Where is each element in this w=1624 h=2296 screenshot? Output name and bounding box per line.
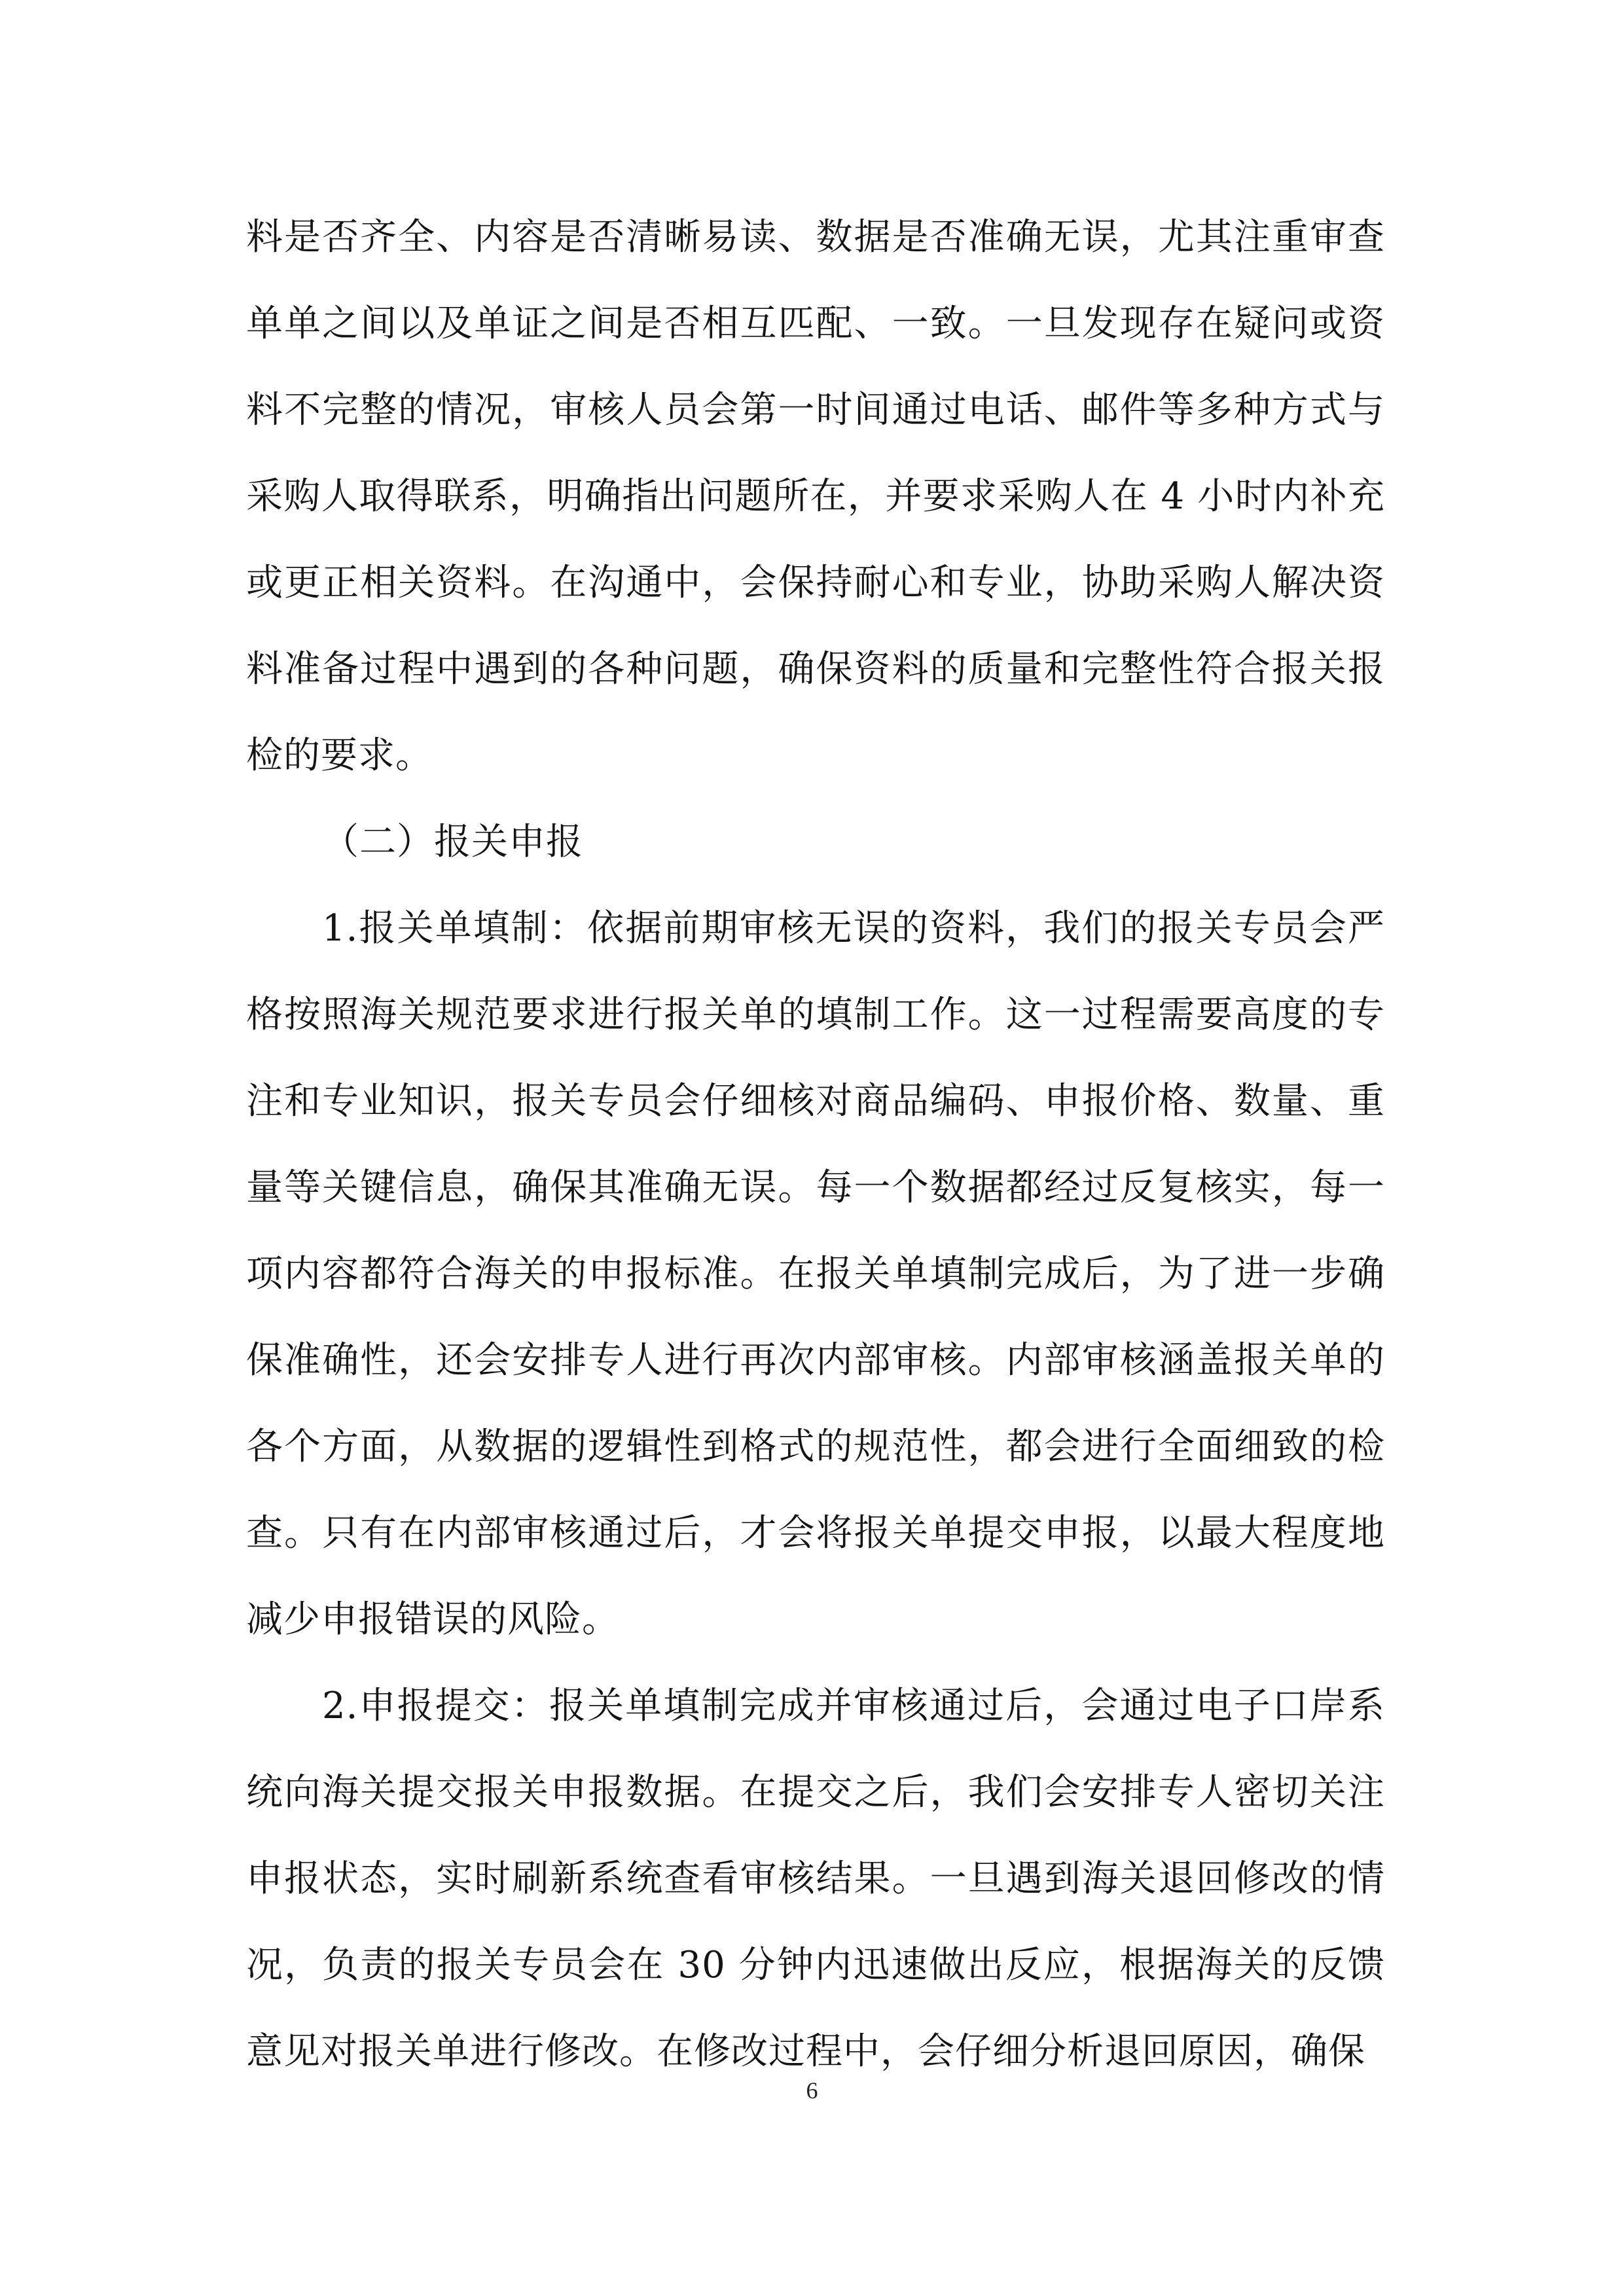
page-number: 6 (806, 2077, 818, 2104)
body-text (246, 194, 1385, 2095)
paragraph-declaration-form: 1.报关单填制：依据前期审核无误的资料，我们的报关专员会严格按照海关规范要求进行报关单的填制工作。这一过程需要高度的专注和专业知识，报关专员会仔细核对商品编码、申报价格、数量、重量等关键信息，确保其准确无误。每一个数据都经过反复核实，每一项内容都符合海关的申报标准。在报关单填制完成后，为了进一步确保准确性，还会安排专人进行再次内部审核。内部审核涵盖报关单的各个方面，从数据的逻辑性到格式的规范性，都会进行全面细致的检查。只有在内部审核通过后，才会将报关单提交申报，以最大程度地减少申报错误的风险。 (246, 907, 1385, 1641)
section-heading: （二）报关申报 (322, 821, 583, 863)
paragraph-continuation: 料是否齐全、内容是否清晰易读、数据是否准确无误，尤其注重审查单单之间以及单证之间是否相互匹配、一致。一旦发现存在疑问或资料不完整的情况，审核人员会第一时间通过电话、邮件等多种方式与采购人取得联系，明确指出问题所在，并要求采购人在 4 小时内补充或更正相关资料。在沟通中，会保持耐心和专业，协助采购人解决资料准备过程中遇到的各种问题，确保资料的质量和完整性符合报关报检的要求。 (246, 216, 1385, 777)
paragraph-declaration-submit: 2.申报提交：报关单填制完成并审核通过后，会通过电子口岸系统向海关提交报关申报数据。在提交之后，我们会安排专人密切关注申报状态，实时刷新系统查看审核结果。一旦遇到海关退回修改的情况，负责的报关专员会在 30 分钟内迅速做出反应，根据海关的反馈意见对报关单进行修改。在修改过程中，会仔细分析退回原因，确保 (246, 1685, 1385, 2073)
